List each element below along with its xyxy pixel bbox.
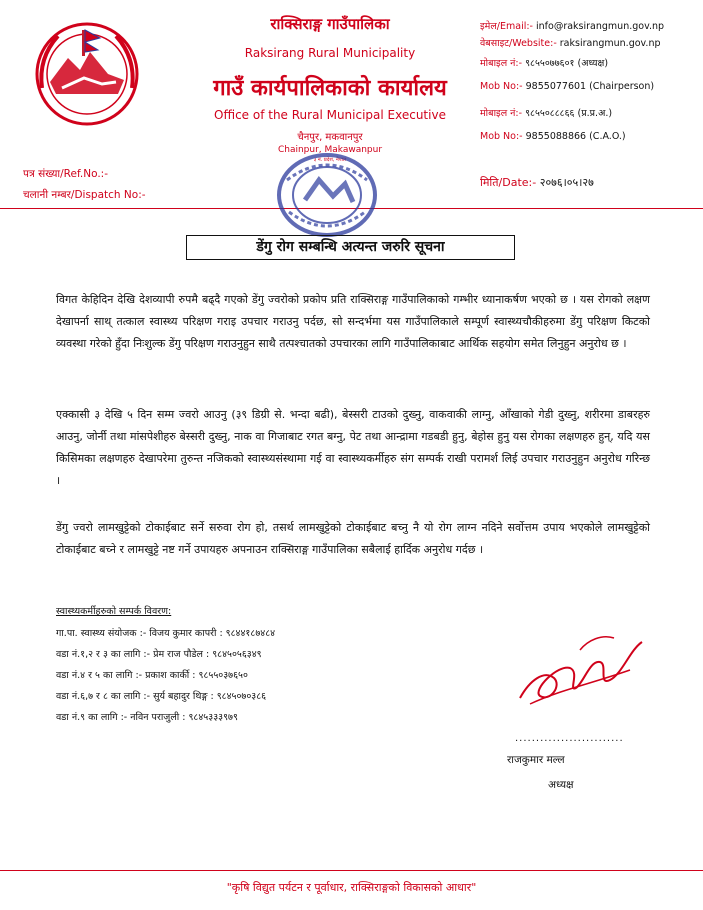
mobile-value: 9855077601 (Chairperson) [525,81,655,92]
mobile-value: ९८५५०८८८६६ (प्र.प्र.अ.) [525,108,613,119]
website-label: वेबसाइट/Website:- [480,38,557,49]
date-line [480,175,594,190]
mobile-value: 9855088866 (C.A.O.) [525,131,626,142]
office-name-en: Office of the Rural Municipal Executive [214,108,446,122]
contact-email [480,19,664,32]
municipality-name-en: Raksirang Rural Municipality [244,46,416,60]
email-label: इमेल/Email:- [480,21,533,32]
notice-paragraph-1: विगत केहिदिन देखि देशव्यापी रुपमै बढ्दै गएको डेंगु ज्वरोको प्रकोप प्रति राक्सिराङ्ग गाउँपालिकाको गम्भीर ध्यानाकर्षण भएको छ । यस रोगको लक्षण देखापर्ना साथ् तत्काल स्वास्थ्य परिक्षण गराइ उपचार गराउनु पर्दछ, सो सन्दर्भमा यस गाउँपालिकाले सम्पूर्ण स्वास्थ्यचौकीहरुमा डेंगु परिक्षण किटको व्यवस्था गरेको हुँदा निःशुल्क डेंगु परिक्षण गराउनुहुन साथै तत्पश्चातको उपचारका लागि गाउँपालिकाबाट आर्थिक सहयोग समेत लिनुहुन अनुरोध छ । [56,293,650,350]
municipality-name-np: राक्सिराङ्ग गाउँपालिका [270,15,390,33]
office-name-np: गाउँ कार्यपालिकाको कार्यालय [213,76,447,101]
signatory-title: अध्यक्ष [548,779,574,791]
notice-paragraph-2: एक्कासी ३ देखि ५ दिन सम्म ज्वरो आउनु (३९ डिग्री से. भन्दा बढी), बेस्सरी टाउको दुख्नु, वाकवाकी लाग्नु, आँखाको गेडी दुख्नु, शरीरमा डाबरहरु आउनु, जोर्नी तथा मांसपेशीहरु बेस्सरी दुख्नु, नाक वा गिजाबाट रगत बग्नु, पेट तथा आन्द्रामा गडबडी हुनु, बेहोस हुनु यस रोगका लक्षणहरु हुन्, यदि यस किसिमका लक्षणहरु देखापरेमा तुरुन्त नजिकको स्वास्थ्यसंस्थामा गई वा स्वास्थ्यकर्मीहरु संग सम्पर्क राखी परामर्श लिई उपचार गराउनुहुन अनुरोध गरिन्छ । [56,408,650,487]
email-value[interactable]: info@raksirangmun.gov.np [536,21,665,32]
website-value[interactable]: raksirangmun.gov.np [559,38,661,49]
contact-mobile-np-1 [480,56,608,69]
health-contact-row: वडा नं.९ का लागि :- नविन पराजुली : ९८४५३३३९७९ [56,712,238,723]
health-contact-row: गा.पा. स्वास्थ्य संयोजक :- विजय कुमार कापरी : ९८४४१८७४८४ [56,628,276,639]
contact-website [480,36,661,49]
footer-motto: "कृषि विद्युत पर्यटन र पूर्वाधार, राक्सिराङ्गको विकासको आधार" [226,881,477,894]
footer-divider [0,870,703,871]
health-contact-row: वडा नं.६,७ र ८ का लागि :- सुर्य बहादुर थिङ्ग : ९८४५०७०३८६ [56,691,267,702]
mobile-label: मोबाइल नं:- [480,108,523,119]
health-contact-row: वडा नं.४ र ५ का लागि :- प्रकाश कार्की : ९८५५०३७६५० [56,670,248,681]
address-tiny: ३ नं. प्रदेश, नेपाल [313,157,347,163]
mobile-value: ९८५५०७७६०१ (अध्यक्ष) [525,58,609,69]
health-contact-row: वडा नं.१,२ र ३ का लागि :- प्रेम राज पौडेल : ९८४५०५६३४९ [56,649,262,660]
official-seal-stamp [275,150,380,240]
contact-mobile-en-2 [480,131,626,142]
mobile-label: Mob No:- [480,81,523,92]
contact-mobile-np-2 [480,106,612,119]
mobile-label: मोबाइल नं:- [480,58,523,69]
date-value: २०७६।०५।२७ [539,176,594,189]
mobile-label: Mob No:- [480,131,523,142]
notice-paragraph-3: डेंगु ज्वरो लामखुट्टेको टोकाईबाट सर्ने सरुवा रोग हो, तसर्थ लामखुट्टेको टोकाईबाट बच्नु नै यो रोग लाग्न नदिने सर्वोत्तम उपाय भएकोले लामखुट्टेको टोकाईबाट बच्ने र लामखुट्टे नष्ट गर्ने उपायहरु अपनाउन राक्सिराङ्ग गाउँपालिका सबैलाई हार्दिक अनुरोध गर्दछ । [56,521,650,556]
signatory-name: राजकुमार मल्ल [507,754,565,766]
handwritten-signature [510,620,650,720]
health-contacts-heading: स्वास्थ्यकर्मीहरुको सम्पर्क विवरण: [56,606,172,617]
address-np: चैनपुर, मकवानपुर [297,132,363,143]
ref-number-label: पत्र संख्या/Ref.No.:- [23,168,108,180]
contact-mobile-en-1 [480,81,654,92]
notice-title: डेंगु रोग सम्बन्धि अत्यन्त जरुरि सूचना [186,235,515,260]
date-label: मिति/Date:- [480,176,537,189]
municipality-logo [28,18,146,130]
address-en: Chainpur, Makawanpur [277,145,383,155]
signature-line: .......................... [515,733,624,744]
dispatch-number-label: चलानी नम्बर/Dispatch No:- [23,189,146,201]
